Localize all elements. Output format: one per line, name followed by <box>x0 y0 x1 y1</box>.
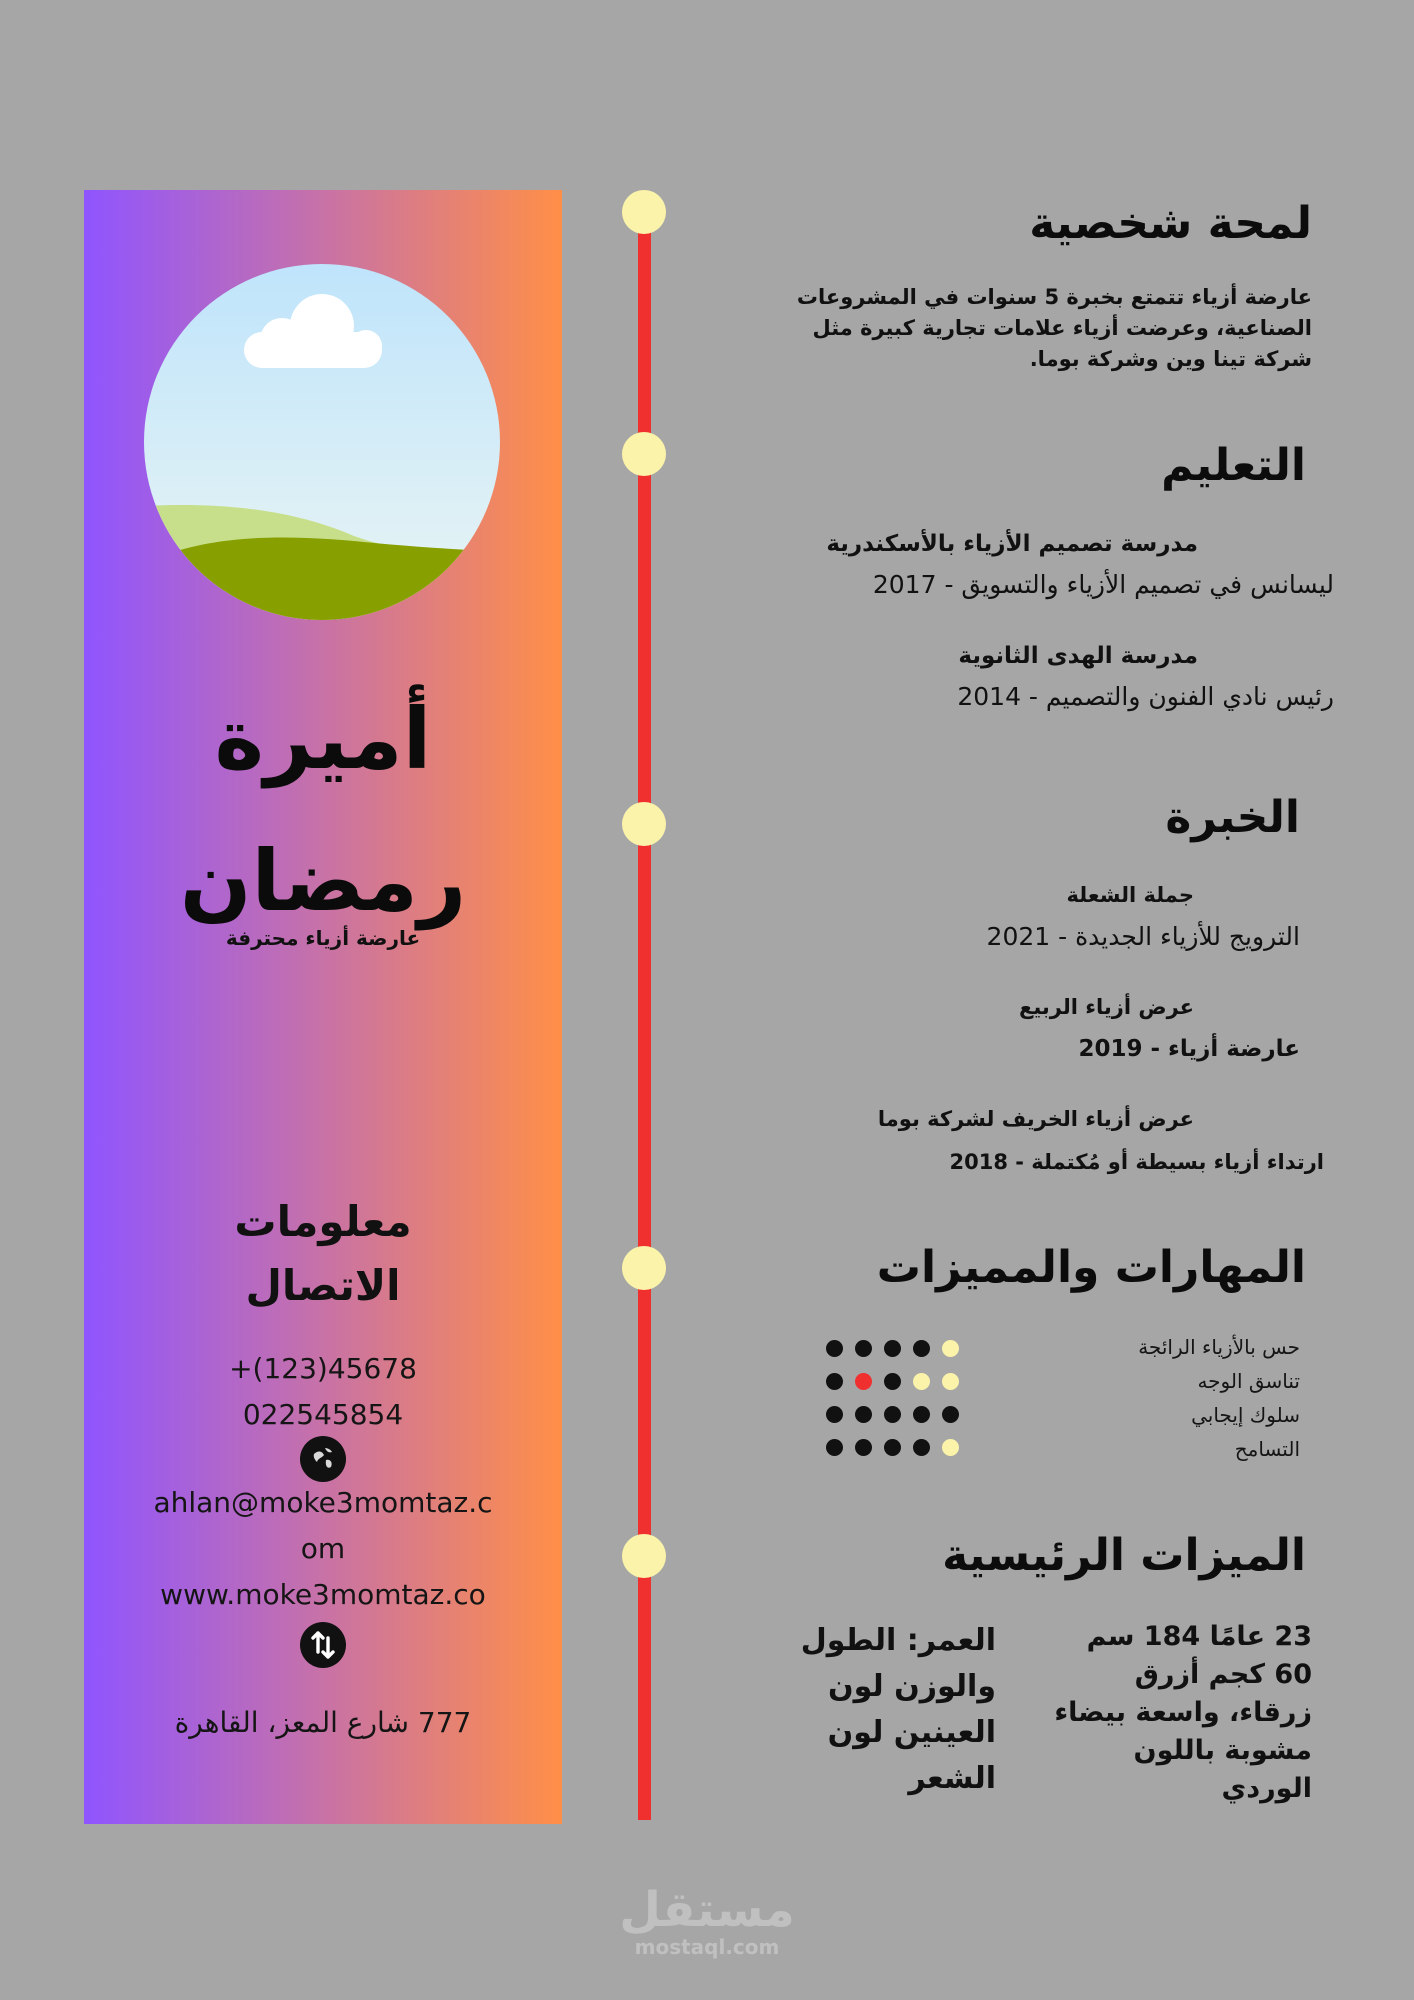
skill-dot <box>913 1406 930 1423</box>
contact-heading-line1: معلومات <box>234 1197 412 1246</box>
landscape-image <box>144 264 500 620</box>
skill-dot <box>884 1373 901 1390</box>
profile-panel <box>84 190 562 1824</box>
skill-dot <box>913 1439 930 1456</box>
skill-dot <box>884 1406 901 1423</box>
education-school-1: مدرسة تصميم الأزياء بالأسكندرية <box>826 531 1198 557</box>
contact-email-website[interactable] <box>84 1480 562 1618</box>
experience-heading: الخبرة <box>1165 792 1300 843</box>
skill-dot <box>942 1373 959 1390</box>
website: www.moke3momtaz.co <box>160 1578 486 1611</box>
skill-label-1: حس بالأزياء الرائجة <box>1138 1335 1300 1359</box>
skill-dot <box>826 1406 843 1423</box>
last-name: رمضان <box>179 832 467 930</box>
timeline-dot-experience <box>622 802 666 846</box>
summary-heading: لمحة شخصية <box>1029 198 1312 249</box>
timeline-dot-skills <box>622 1246 666 1290</box>
skill-dot <box>913 1340 930 1357</box>
summary-text: عارضة أزياء تتمتع بخبرة 5 سنوات في المشروعات الصناعية، وعرضت أزياء علامات تجارية كبيرة مثل شركة تينا وين وشركة بوما. <box>796 285 1312 371</box>
skill-dot <box>855 1373 872 1390</box>
skill-dot <box>826 1340 843 1357</box>
attributes-labels: العمر: الطول والوزن لون العينين لون الشعر <box>800 1623 996 1796</box>
profile-photo <box>144 264 500 620</box>
profile-name <box>84 668 562 952</box>
first-name: أميرة <box>214 690 432 788</box>
skill-dot <box>855 1340 872 1357</box>
timeline-dot-education <box>622 432 666 476</box>
attributes-heading: الميزات الرئيسية <box>942 1530 1306 1581</box>
skill-dot <box>826 1439 843 1456</box>
education-heading: التعليم <box>1161 440 1306 491</box>
skills-heading: المهارات والمميزات <box>876 1242 1306 1293</box>
experience-detail-3: ارتداء أزياء بسيطة أو مُكتملة - 2018 <box>949 1150 1324 1174</box>
transfer-arrows-icon <box>300 1622 346 1668</box>
skill-label-3: سلوك إيجابي <box>1191 1403 1300 1427</box>
experience-title-1: جملة الشعلة <box>1066 883 1194 907</box>
skill-rating-grid <box>826 1340 966 1476</box>
phone-line2: 022545854 <box>242 1398 404 1431</box>
profile-role: عارضة أزياء محترفة <box>225 926 421 950</box>
watermark-url: mostaql.com <box>634 1935 780 1959</box>
email-line1: ahlan@moke3momtaz.c <box>153 1486 493 1519</box>
skill-dot <box>942 1439 959 1456</box>
watermark-logo: مستقل <box>619 1882 795 1938</box>
timeline-dot-summary <box>622 190 666 234</box>
skill-dot <box>942 1406 959 1423</box>
skill-dot <box>884 1340 901 1357</box>
experience-title-2: عرض أزياء الربيع <box>1018 995 1194 1019</box>
attributes-values: 23 عامًا 184 سم 60 كجم أزرق زرقاء، واسعة بيضاء مشوبة باللون الوردي <box>1054 1621 1312 1804</box>
skill-label-2: تناسق الوجه <box>1197 1369 1300 1393</box>
experience-detail-1: الترويج للأزياء الجديدة - 2021 <box>986 922 1300 951</box>
experience-title-3: عرض أزياء الخريف لشركة بوما <box>877 1107 1194 1131</box>
contact-heading-line2: الاتصال <box>245 1261 401 1310</box>
email-line2: om <box>300 1532 346 1565</box>
skill-dot <box>913 1373 930 1390</box>
skill-dot <box>884 1439 901 1456</box>
phone-line1: +(123)45678 <box>229 1352 417 1385</box>
contact-heading <box>84 1190 562 1318</box>
skill-dot <box>942 1340 959 1357</box>
skill-dot <box>826 1373 843 1390</box>
education-detail-2: رئيس نادي الفنون والتصميم - 2014 <box>957 682 1334 711</box>
skill-dot <box>855 1439 872 1456</box>
skill-dot <box>855 1406 872 1423</box>
experience-detail-2: عارضة أزياء - 2019 <box>1078 1036 1300 1062</box>
globe-icon <box>300 1436 346 1482</box>
timeline-dot-attributes <box>622 1534 666 1578</box>
skill-label-4: التسامح <box>1234 1437 1300 1461</box>
contact-address: 777 شارع المعز، القاهرة <box>174 1706 472 1739</box>
education-detail-1: ليسانس في تصميم الأزياء والتسويق - 2017 <box>872 570 1334 599</box>
education-school-2: مدرسة الهدى الثانوية <box>958 643 1198 669</box>
contact-phone[interactable] <box>84 1346 562 1438</box>
